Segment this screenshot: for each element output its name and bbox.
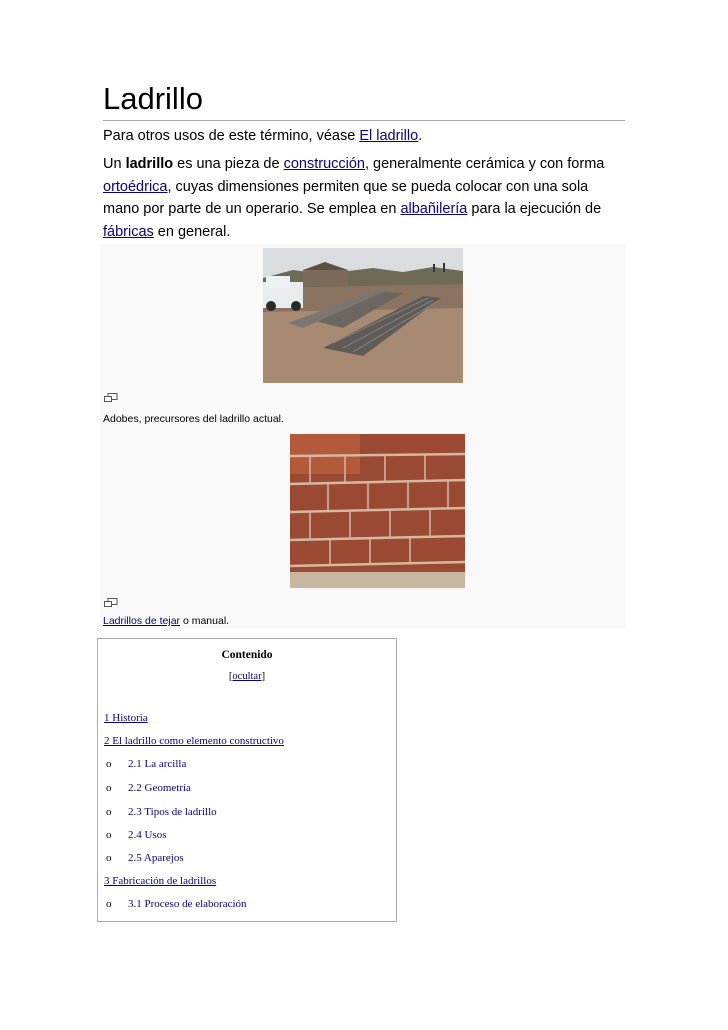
intro-text: es una pieza de — [173, 156, 284, 172]
toc-item-historia[interactable]: 1 Historia — [104, 712, 148, 724]
toc-item-elemento-constructivo[interactable]: 2 El ladrillo como elemento constructivo — [104, 735, 284, 747]
toc-bracket: ] — [261, 671, 266, 682]
caption-text: o manual. — [180, 615, 230, 627]
toc-item-aparejos[interactable]: 2.5 Aparejos — [128, 852, 184, 864]
figure-adobes — [100, 244, 626, 434]
bricks-photo[interactable] — [290, 434, 465, 588]
figure-caption — [103, 614, 229, 628]
list-bullet: o — [106, 782, 112, 794]
figure-ladrillos — [100, 431, 626, 629]
toc-toggle — [98, 671, 396, 682]
toc-item-tipos[interactable]: 2.3 Tipos de ladrillo — [128, 806, 217, 818]
intro-text: , generalmente cerámica y con forma — [364, 156, 605, 172]
page-title: Ladrillo — [103, 81, 203, 116]
toc-item-fabricacion[interactable]: 3 Fabricación de ladrillos — [104, 875, 217, 887]
intro-bold-term: ladrillo — [125, 156, 174, 172]
link-ortoedrica[interactable]: ortoédrica — [103, 178, 168, 195]
title-divider — [103, 120, 625, 121]
magnify-icon[interactable] — [104, 595, 118, 605]
link-fabricas[interactable]: fábricas — [103, 223, 154, 240]
list-bullet: o — [106, 829, 112, 841]
table-of-contents — [97, 638, 397, 922]
link-albanileria[interactable]: albañilería — [400, 201, 468, 217]
intro-text: para la ejecución de — [467, 201, 602, 217]
toc-hide-link[interactable]: ocultar — [232, 671, 262, 682]
caption-link[interactable]: Ladrillos de tejar — [103, 615, 181, 627]
toc-title: Contenido — [221, 649, 273, 661]
adobes-photo[interactable] — [263, 248, 463, 383]
toc-item-geometria[interactable]: 2.2 Geometría — [128, 782, 191, 794]
intro-text: , cuyas dimensiones permiten que se pueda colocar con una sola mano por parte de un operario. Se emplea en — [103, 178, 589, 217]
intro-text: en general. — [153, 223, 231, 240]
hatnote — [103, 126, 422, 146]
intro-paragraph — [103, 153, 628, 243]
toc-bracket: [ — [228, 671, 233, 682]
list-bullet: o — [106, 758, 112, 770]
list-bullet: o — [106, 806, 112, 818]
list-bullet: o — [106, 852, 112, 864]
figure-caption: Adobes, precursores del ladrillo actual. — [103, 413, 284, 425]
intro-text: Un — [103, 156, 126, 172]
toc-item-usos[interactable]: 2.4 Usos — [128, 829, 167, 841]
toc-item-arcilla[interactable]: 2.1 La arcilla — [128, 758, 187, 770]
magnify-icon[interactable] — [104, 390, 118, 400]
toc-item-proceso[interactable]: 3.1 Proceso de elaboración — [128, 898, 247, 910]
link-construccion[interactable]: construcción — [283, 156, 365, 172]
hatnote-link[interactable]: El ladrillo — [359, 128, 419, 144]
hatnote-suffix: . — [418, 128, 423, 144]
hatnote-prefix: Para otros usos de este término, véase — [103, 128, 360, 144]
list-bullet: o — [106, 898, 112, 910]
